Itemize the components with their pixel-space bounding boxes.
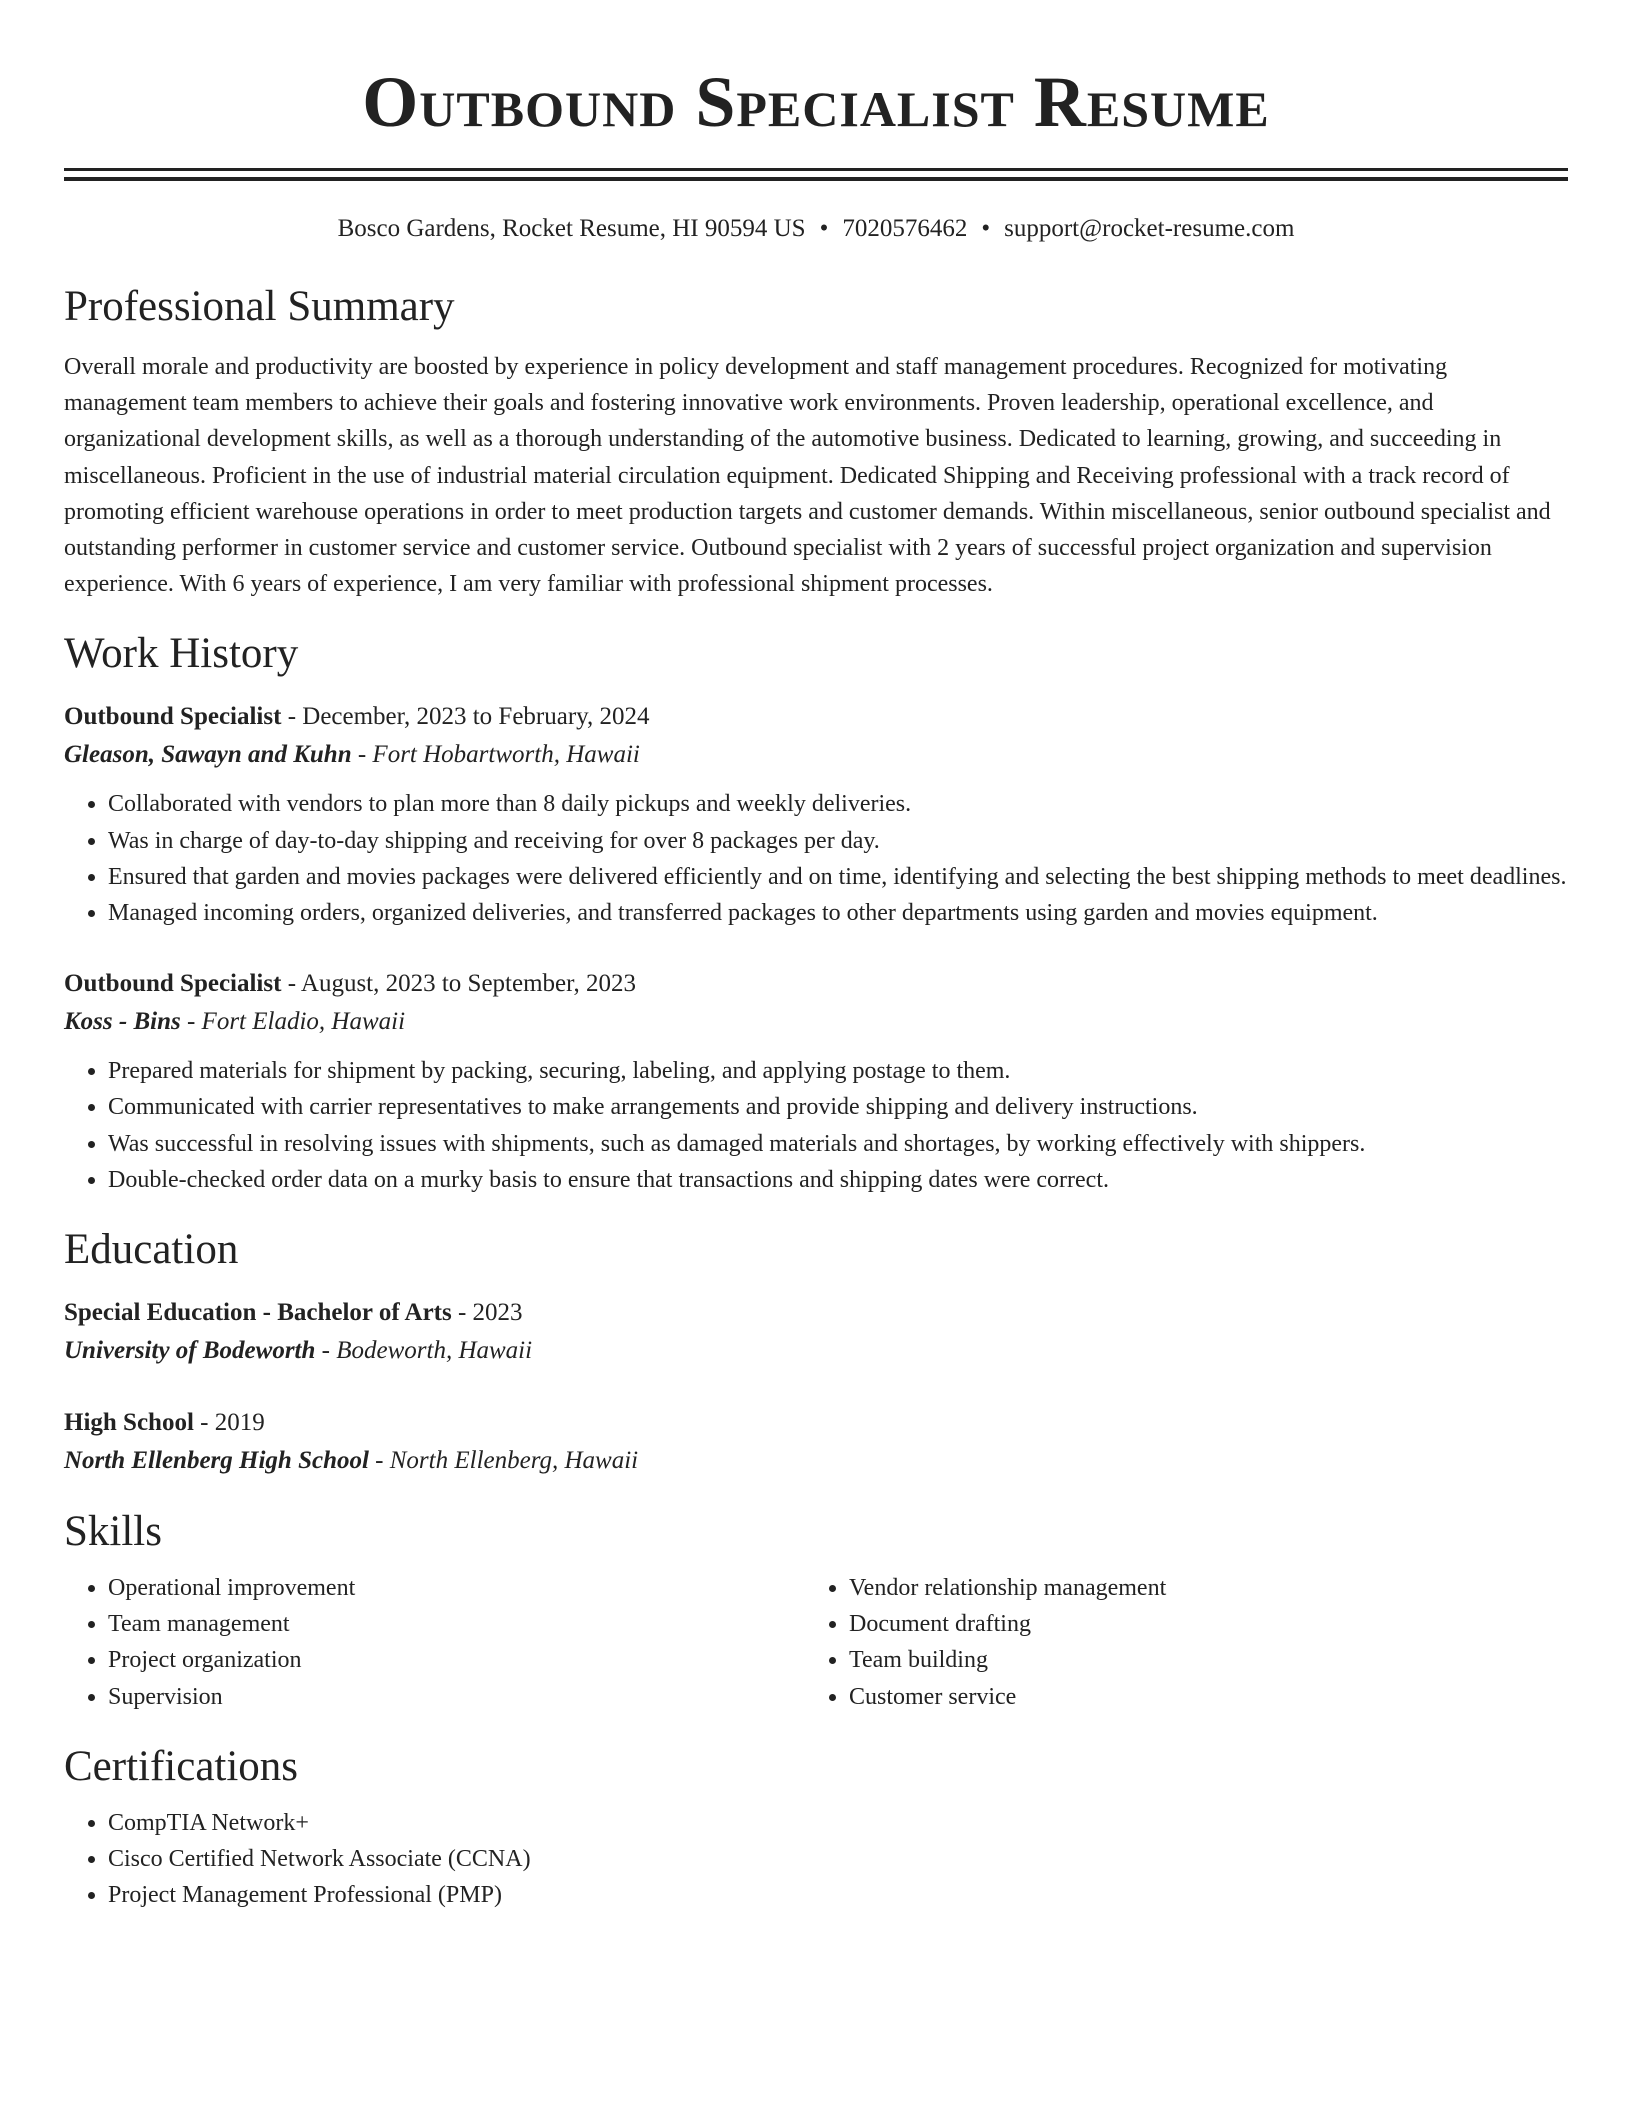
- skill-item: • Project organization: [108, 1642, 805, 1678]
- education-degree: High School: [64, 1409, 194, 1437]
- job-bullet: • Double-checked order data on a murky basis to ensure that transactions and shipping dates were correct.: [108, 1162, 1568, 1198]
- education-entry: [64, 1404, 1568, 1480]
- certifications-heading: Certifications: [64, 1742, 299, 1790]
- education-school-line: [64, 1442, 1568, 1480]
- summary-heading: Professional Summary: [64, 283, 455, 330]
- contact-address: Bosco Gardens, Rocket Resume, HI 90594 US: [337, 215, 806, 242]
- education-degree-line: [64, 1404, 1568, 1442]
- job-bullet: • Was successful in resolving issues with shipments, such as damaged materials and shortages, by working effectively with shippers.: [108, 1126, 1568, 1162]
- job-title-line: [64, 965, 1568, 1003]
- skills-column-right: [805, 1570, 1546, 1715]
- contact-email: support@rocket-resume.com: [1004, 215, 1295, 242]
- title-rule-bottom: [64, 177, 1568, 181]
- education-school: North Ellenberg High School: [64, 1447, 369, 1475]
- job-entry: [64, 965, 1568, 1198]
- skill-item: • Team building: [849, 1642, 1546, 1678]
- contact-separator: •: [981, 215, 991, 242]
- job-title: Outbound Specialist: [64, 703, 282, 731]
- contact-phone: 7020576462: [842, 215, 968, 242]
- skills-grid: [64, 1570, 1568, 1715]
- job-bullet: • Was in charge of day-to-day shipping and receiving for over 8 packages per day.: [108, 823, 1568, 859]
- job-location: - Fort Eladio, Hawaii: [180, 1008, 406, 1036]
- job-company: Gleason, Sawayn and Kuhn: [64, 741, 352, 769]
- job-bullet: • Collaborated with vendors to plan more than 8 daily pickups and weekly deliveries.: [108, 786, 1568, 822]
- job-bullet: • Managed incoming orders, organized deliveries, and transferred packages to other departments using garden and movies equipment.: [108, 895, 1568, 931]
- job-bullets: [64, 786, 1568, 931]
- contact-line: [64, 213, 1568, 245]
- job-title-line: [64, 698, 1568, 736]
- job-entry: [64, 698, 1568, 931]
- skill-item: • Operational improvement: [108, 1570, 805, 1606]
- education-school-line: [64, 1332, 1568, 1370]
- job-bullet: • Prepared materials for shipment by packing, securing, labeling, and applying postage to them.: [108, 1053, 1568, 1089]
- education-year: - 2023: [451, 1299, 523, 1327]
- contact-separator: •: [819, 215, 829, 242]
- title-rule-top: [64, 168, 1568, 171]
- education-degree: Special Education - Bachelor of Arts: [64, 1299, 452, 1327]
- skill-item: • Vendor relationship management: [849, 1570, 1546, 1606]
- job-bullet: • Ensured that garden and movies packages were delivered efficiently and on time, identifying and selecting the best shipping methods to meet deadlines.: [108, 859, 1568, 895]
- job-title: Outbound Specialist: [64, 970, 282, 998]
- work-history-heading: Work History: [64, 630, 299, 678]
- education-location: - North Ellenberg, Hawaii: [368, 1447, 639, 1475]
- job-location: - Fort Hobartworth, Hawaii: [351, 741, 640, 769]
- skill-item: • Document drafting: [849, 1606, 1546, 1642]
- job-bullets: [64, 1053, 1568, 1198]
- certification-item: • Cisco Certified Network Associate (CCNA): [108, 1841, 1568, 1877]
- skills-heading: Skills: [64, 1508, 162, 1556]
- job-company-line: [64, 1003, 1568, 1041]
- education-entry: [64, 1294, 1568, 1370]
- education-year: - 2019: [193, 1409, 265, 1437]
- education-school: University of Bodeworth: [64, 1337, 316, 1365]
- certification-item: • Project Management Professional (PMP): [108, 1877, 1568, 1913]
- education-location: - Bodeworth, Hawaii: [315, 1337, 533, 1365]
- summary-text: Overall morale and productivity are boosted by experience in policy development and staff management procedures. Recognized for motivating management team members to achieve their goals and fostering innovative work environments. Proven leadership, operational excellence, and organizational development skills, as well as a thorough understanding of the automotive business. Dedicated to learning, growing, and succeeding in miscellaneous. Proficient in the use of industrial material circulation equipment. Dedicated Shipping and Receiving professional with a track record of promoting efficient warehouse operations in order to meet production targets and customer demands. Within miscellaneous, senior outbound specialist and outstanding performer in customer service and customer service. Outbound specialist with 2 years of successful project organization and supervision experience. With 6 years of experience, I am very familiar with professional shipment processes.: [64, 354, 1551, 598]
- education-degree-line: [64, 1294, 1568, 1332]
- certifications-list: [64, 1805, 1568, 1914]
- job-company: Koss - Bins: [64, 1008, 181, 1036]
- education-heading: Education: [64, 1226, 239, 1274]
- skill-item: • Supervision: [108, 1679, 805, 1715]
- skills-column-left: [64, 1570, 805, 1715]
- certification-item: • CompTIA Network+: [108, 1805, 1568, 1841]
- job-company-line: [64, 736, 1568, 774]
- job-dates: - August, 2023 to September, 2023: [281, 970, 636, 998]
- job-bullet: • Communicated with carrier representatives to make arrangements and provide shipping and delivery instructions.: [108, 1089, 1568, 1125]
- skill-item: • Customer service: [849, 1679, 1546, 1715]
- resume-title: Outbound Specialist Resume: [362, 62, 1270, 142]
- skill-item: • Team management: [108, 1606, 805, 1642]
- job-dates: - December, 2023 to February, 2024: [281, 703, 650, 731]
